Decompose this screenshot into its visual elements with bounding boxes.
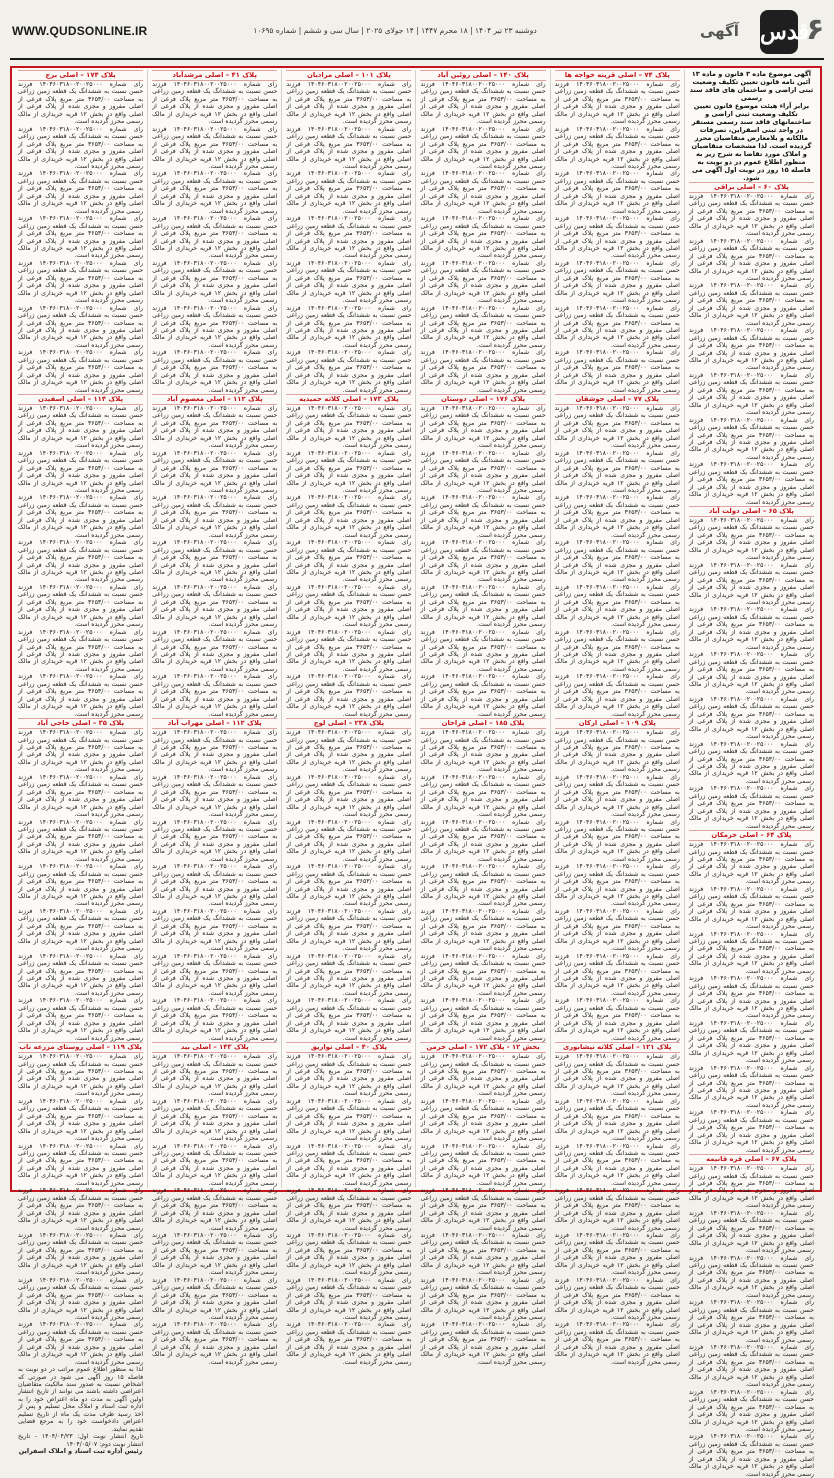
entry-text: رای شماره ۱۴۰۴۶۰۳۱۸۰۰۲۰۰۲۵۰۰۰ فرزند حسن نسبت به ششدانگ یک قطعه زمین زراعی به مساحت ۳۶۵۳/۰۰ متر مربع پلاک فرعی از اصلی مفروز و مجزی شده از پلاک فرعی از اصلی واقع در بخش ۱۲ قریه خریداری از مالک رسمی محرز گردیده است.: [286, 539, 412, 584]
entry-text: رای شماره ۱۴۰۴۶۰۳۱۸۰۰۲۰۰۲۵۰۰۰ فرزند حسن نسبت به ششدانگ یک قطعه زمین زراعی به مساحت ۳۶۵۳/۰۰ متر مربع پلاک فرعی از اصلی مفروز و مجزی شده از پلاک فرعی از اصلی واقع در بخش ۱۲ قریه خریداری از مالک رسمی محرز گردیده است.: [688, 651, 815, 696]
section-heading: پلاک ۲۳۸ – اصلی لوچ: [286, 718, 411, 729]
entry-text: رای شماره ۱۴۰۴۶۰۳۱۸۰۰۲۰۰۲۵۰۰۰ فرزند حسن نسبت به ششدانگ یک قطعه زمین زراعی به مساحت ۳۶۵۳/۰۰ متر مربع پلاک فرعی از اصلی مفروز و مجزی شده از پلاک فرعی از اصلی واقع در بخش ۱۲ قریه خریداری از مالک رسمی محرز گردیده است.: [286, 1187, 412, 1232]
entry-text: رای شماره ۱۴۰۴۶۰۳۱۸۰۰۲۰۰۲۵۰۰۰ فرزند حسن نسبت به ششدانگ یک قطعه زمین زراعی به مساحت ۳۶۵۳/۰۰ متر مربع پلاک فرعی از اصلی مفروز و مجزی شده از پلاک فرعی از اصلی واقع در بخش ۱۲ قریه خریداری از مالک رسمی محرز گردیده است.: [152, 1053, 278, 1098]
section-heading: پلاک ۶۰ – اصلی براقی: [689, 182, 814, 193]
section-heading: پلاک ۴۰ – اصلی تواریق: [286, 1042, 411, 1053]
entry-text: رای شماره ۱۴۰۴۶۰۳۱۸۰۰۲۰۰۲۵۰۰۰ فرزند حسن نسبت به ششدانگ یک قطعه زمین زراعی به مساحت ۳۶۵۳/۰۰ متر مربع پلاک فرعی از اصلی مفروز و مجزی شده از پلاک فرعی از اصلی واقع در بخش ۱۲ قریه خریداری از مالک رسمی محرز گردیده است.: [152, 125, 278, 170]
section-heading: پلاک ۶۷ – اصلی قره قانیمه: [689, 1154, 814, 1165]
section-heading: پلاک ۱۰۹ – اصلی ارکان: [555, 718, 680, 729]
entry-text: رای شماره ۱۴۰۴۶۰۳۱۸۰۰۲۰۰۲۵۰۰۰ فرزند حسن نسبت به ششدانگ یک قطعه زمین زراعی به مساحت ۳۶۵۳/۰۰ متر مربع پلاک فرعی از اصلی مفروز و مجزی شده از پلاک فرعی از اصلی واقع در بخش ۱۲ قریه خریداری از مالک رسمی محرز گردیده است.: [286, 952, 412, 997]
entry-text: رای شماره ۱۴۰۴۶۰۳۱۸۰۰۲۰۰۲۵۰۰۰ فرزند حسن نسبت به ششدانگ یک قطعه زمین زراعی به مساحت ۳۶۵۳/۰۰ متر مربع پلاک فرعی از اصلی مفروز و مجزی شده از پلاک فرعی از اصلی واقع در بخش ۱۲ قریه خریداری از مالک رسمی محرز گردیده است.: [420, 1142, 546, 1187]
entry-text: رای شماره ۱۴۰۴۶۰۳۱۸۰۰۲۰۰۲۵۰۰۰ فرزند حسن نسبت به ششدانگ یک قطعه زمین زراعی به مساحت ۳۶۵۳/۰۰ متر مربع پلاک فرعی از اصلی مفروز و مجزی شده از پلاک فرعی از اصلی واقع در بخش ۱۲ قریه خریداری از مالک رسمی محرز گردیده است.: [554, 729, 680, 774]
entry-text: رای شماره ۱۴۰۴۶۰۳۱۸۰۰۲۰۰۲۵۰۰۰ فرزند حسن نسبت به ششدانگ یک قطعه زمین زراعی به مساحت ۳۶۵۳/۰۰ متر مربع پلاک فرعی از اصلی مفروز و مجزی شده از پلاک فرعی از اصلی واقع در بخش ۱۲ قریه خریداری از مالک رسمی محرز گردیده است.: [286, 170, 412, 215]
entry-text: رای شماره ۱۴۰۴۶۰۳۱۸۰۰۲۰۰۲۵۰۰۰ فرزند حسن نسبت به ششدانگ یک قطعه زمین زراعی به مساحت ۳۶۵۳/۰۰ متر مربع پلاک فرعی از اصلی مفروز و مجزی شده از پلاک فرعی از اصلی واقع در بخش ۱۲ قریه خریداری از مالک رسمی محرز گردیده است.: [420, 729, 546, 774]
entry-text: رای شماره ۱۴۰۴۶۰۳۱۸۰۰۲۰۰۲۵۰۰۰ فرزند حسن نسبت به ششدانگ یک قطعه زمین زراعی به مساحت ۳۶۵۳/۰۰ متر مربع پلاک فرعی از اصلی مفروز و مجزی شده از پلاک فرعی از اصلی واقع در بخش ۱۲ قریه خریداری از مالک رسمی محرز گردیده است.: [152, 1097, 278, 1143]
entry-text: رای شماره ۱۴۰۴۶۰۳۱۸۰۰۲۰۰۲۵۰۰۰ فرزند حسن نسبت به ششدانگ یک قطعه زمین زراعی به مساحت ۳۶۵۳/۰۰ متر مربع پلاک فرعی از اصلی مفروز و مجزی شده از پلاک فرعی از اصلی واقع در بخش ۱۲ قریه خریداری از مالک رسمی محرز گردیده است.: [286, 405, 412, 450]
entry-text: رای شماره ۱۴۰۴۶۰۳۱۸۰۰۲۰۰۲۵۰۰۰ فرزند حسن نسبت به ششدانگ یک قطعه زمین زراعی به مساحت ۳۶۵۳/۰۰ متر مربع پلاک فرعی از اصلی مفروز و مجزی شده از پلاک فرعی از اصلی واقع در بخش ۱۲ قریه خریداری از مالک رسمی محرز گردیده است.: [420, 952, 546, 997]
entry-text: رای شماره ۱۴۰۴۶۰۳۱۸۰۰۲۰۰۲۵۰۰۰ فرزند حسن نسبت به ششدانگ یک قطعه زمین زراعی به مساحت ۳۶۵۳/۰۰ متر مربع پلاک فرعی از اصلی مفروز و مجزی شده از پلاک فرعی از اصلی واقع در بخش ۱۲ قریه خریداری از مالک رسمی محرز گردیده است.: [554, 773, 680, 819]
entry-text: رای شماره ۱۴۰۴۶۰۳۱۸۰۰۲۰۰۲۵۰۰۰ فرزند حسن نسبت به ششدانگ یک قطعه زمین زراعی به مساحت ۳۶۵۳/۰۰ متر مربع پلاک فرعی از اصلی مفروز و مجزی شده از پلاک فرعی از اصلی واقع در بخش ۱۲ قریه خریداری از مالک رسمی محرز گردیده است.: [286, 818, 412, 863]
column-6: [14, 70, 147, 1456]
section-heading: پلاک ۱۱۹ – اصلی روستای مزرعه ناب: [19, 1043, 142, 1052]
entry-text: رای شماره ۱۴۰۴۶۰۳۱۸۰۰۲۰۰۲۵۰۰۰ فرزند حسن نسبت به ششدانگ یک قطعه زمین زراعی به مساحت ۳۶۵۳/۰۰ متر مربع پلاک فرعی از اصلی مفروز و مجزی شده از پلاک فرعی از اصلی واقع در بخش ۱۲ قریه خریداری از مالک رسمی محرز گردیده است.: [286, 449, 412, 495]
entry-text: رای شماره ۱۴۰۴۶۰۳۱۸۰۰۲۰۰۲۵۰۰۰ فرزند حسن نسبت به ششدانگ یک قطعه زمین زراعی به مساحت ۳۶۵۳/۰۰ متر مربع پلاک فرعی از اصلی مفروز و مجزی شده از پلاک فرعی از اصلی واقع در بخش ۱۲ قریه خریداری از مالک رسمی محرز گردیده است.: [420, 673, 546, 718]
entry-text: رای شماره ۱۴۰۴۶۰۳۱۸۰۰۲۰۰۲۵۰۰۰ فرزند حسن نسبت به ششدانگ یک قطعه زمین زراعی به مساحت ۳۶۵۳/۰۰ متر مربع پلاک فرعی از اصلی مفروز و مجزی شده از پلاک فرعی از اصلی واقع در بخش ۱۲ قریه خریداری از مالک رسمی محرز گردیده است.: [688, 416, 815, 461]
entry-text: رای شماره ۱۴۰۴۶۰۳۱۸۰۰۲۰۰۲۵۰۰۰ فرزند حسن نسبت به ششدانگ یک قطعه زمین زراعی به مساحت ۳۶۵۳/۰۰ متر مربع پلاک فرعی از اصلی مفروز و مجزی شده از پلاک فرعی از اصلی واقع در بخش ۱۲ قریه خریداری از مالک رسمی محرز گردیده است.: [554, 349, 680, 394]
entry-text: رای شماره ۱۴۰۴۶۰۳۱۸۰۰۲۰۰۲۵۰۰۰ فرزند حسن نسبت به ششدانگ یک قطعه زمین زراعی به مساحت ۳۶۵۳/۰۰ متر مربع پلاک فرعی از اصلی مفروز و مجزی شده از پلاک فرعی از اصلی واقع در بخش ۱۲ قریه خریداری از مالک رسمی محرز گردیده است.: [420, 1097, 546, 1143]
entry-text: رای شماره ۱۴۰۴۶۰۳۱۸۰۰۲۰۰۲۵۰۰۰ فرزند حسن نسبت به ششدانگ یک قطعه زمین زراعی به مساحت ۳۶۵۳/۰۰ متر مربع پلاک فرعی از اصلی مفروز و مجزی شده از پلاک فرعی از اصلی واقع در بخش ۱۲ قریه خریداری از مالک رسمی محرز گردیده است.: [420, 259, 546, 305]
entry-text: رای شماره ۱۴۰۴۶۰۳۱۸۰۰۲۰۰۲۵۰۰۰ فرزند حسن نسبت به ششدانگ یک قطعه زمین زراعی به مساحت ۳۶۵۳/۰۰ متر مربع پلاک فرعی از اصلی مفروز و مجزی شده از پلاک فرعی از اصلی واقع در بخش ۱۲ قریه خریداری از مالک رسمی محرز گردیده است.: [688, 1109, 815, 1154]
entry-text: رای شماره ۱۴۰۴۶۰۳۱۸۰۰۲۰۰۲۵۰۰۰ فرزند حسن نسبت به ششدانگ یک قطعه زمین زراعی به مساحت ۳۶۵۳/۰۰ متر مربع پلاک فرعی از اصلی مفروز و مجزی شده از پلاک فرعی از اصلی واقع در بخش ۱۲ قریه خریداری از مالک رسمی محرز گردیده است.: [420, 349, 546, 394]
entry-text: رای شماره ۱۴۰۴۶۰۳۱۸۰۰۲۰۰۲۵۰۰۰ فرزند حسن نسبت به ششدانگ یک قطعه زمین زراعی به مساحت ۳۶۵۳/۰۰ متر مربع پلاک فرعی از اصلی مفروز و مجزی شده از پلاک فرعی از اصلی واقع در بخش ۱۲ قریه خریداری از مالک رسمی محرز گردیده است.: [286, 628, 412, 673]
entry-text: رای شماره ۱۴۰۴۶۰۳۱۸۰۰۲۰۰۲۵۰۰۰ فرزند حسن نسبت به ششدانگ یک قطعه زمین زراعی به مساحت ۳۶۵۳/۰۰ متر مربع پلاک فرعی از اصلی مفروز و مجزی شده از پلاک فرعی از اصلی واقع در بخش ۱۲ قریه خریداری از مالک رسمی محرز گردیده است.: [688, 975, 815, 1020]
issue-date-line: دوشنبه ۲۳ تیر ۱۴۰۴ | ۱۸ محرم ۱۴۴۷ | ۱۴ جولای ۲۰۲۵ | سال سی و ششم | شماره ۱۰۶۹۵: [253, 26, 537, 35]
entry-text: رای شماره ۱۴۰۴۶۰۳۱۸۰۰۲۰۰۲۵۰۰۰ فرزند حسن نسبت به ششدانگ یک قطعه زمین زراعی به مساحت ۳۶۵۳/۰۰ متر مربع پلاک فرعی از اصلی مفروز و مجزی شده از پلاک فرعی از اصلی واقع در بخش ۱۲ قریه خریداری از مالک رسمی محرز گردیده است.: [286, 997, 412, 1042]
entry-text: رای شماره ۱۴۰۴۶۰۳۱۸۰۰۲۰۰۲۵۰۰۰ فرزند حسن نسبت به ششدانگ یک قطعه زمین زراعی به مساحت ۳۶۵۳/۰۰ متر مربع پلاک فرعی از اصلی مفروز و مجزی شده از پلاک فرعی از اصلی واقع در بخش ۱۲ قریه خریداری از مالک رسمی محرز گردیده است.: [688, 930, 815, 975]
entry-text: رای شماره ۱۴۰۴۶۰۳۱۸۰۰۲۰۰۲۵۰۰۰ فرزند حسن نسبت به ششدانگ یک قطعه زمین زراعی به مساحت ۳۶۵۳/۰۰ متر مربع پلاک فرعی از اصلی مفروز و مجزی شده از پلاک فرعی از اصلی واقع در بخش ۱۲ قریه خریداری از مالک رسمی محرز گردیده است.: [420, 539, 546, 584]
entry-text: رای شماره ۱۴۰۴۶۰۳۱۸۰۰۲۰۰۲۵۰۰۰ فرزند حسن نسبت به ششدانگ یک قطعه زمین زراعی به مساحت ۳۶۵۳/۰۰ متر مربع پلاک فرعی از اصلی مفروز و مجزی شده از پلاک فرعی از اصلی واقع در بخش ۱۲ قریه خریداری از مالک رسمی محرز گردیده است.: [688, 841, 815, 886]
section-label: آگهی: [700, 22, 739, 40]
entry-text: رای شماره ۱۴۰۴۶۰۳۱۸۰۰۲۰۰۲۵۰۰۰ فرزند حسن نسبت به ششدانگ یک قطعه زمین زراعی به مساحت ۳۶۵۳/۰۰ متر مربع پلاک فرعی از اصلی مفروز و مجزی شده از پلاک فرعی از اصلی واقع در بخش ۱۲ قریه خریداری از مالک رسمی محرز گردیده است.: [688, 1299, 815, 1344]
entry-text: رای شماره ۱۴۰۴۶۰۳۱۸۰۰۲۰۰۲۵۰۰۰ فرزند حسن نسبت به ششدانگ یک قطعه زمین زراعی به مساحت ۳۶۵۳/۰۰ متر مربع پلاک فرعی از اصلی مفروز و مجزی شده از پلاک فرعی از اصلی واقع در بخش ۱۲ قریه خریداری از مالک رسمی محرز گردیده است.: [17, 997, 144, 1042]
entry-text: رای شماره ۱۴۰۴۶۰۳۱۸۰۰۲۰۰۲۵۰۰۰ فرزند حسن نسبت به ششدانگ یک قطعه زمین زراعی به مساحت ۳۶۵۳/۰۰ متر مربع پلاک فرعی از اصلی مفروز و مجزی شده از پلاک فرعی از اصلی واقع در بخش ۱۲ قریه خریداری از مالک رسمی محرز گردیده است.: [688, 1254, 815, 1299]
entry-text: رای شماره ۱۴۰۴۶۰۳۱۸۰۰۲۰۰۲۵۰۰۰ فرزند حسن نسبت به ششدانگ یک قطعه زمین زراعی به مساحت ۳۶۵۳/۰۰ متر مربع پلاک فرعی از اصلی مفروز و مجزی شده از پلاک فرعی از اصلی واقع در بخش ۱۲ قریه خریداری از مالک رسمی محرز گردیده است.: [420, 1187, 546, 1232]
entry-text: رای شماره ۱۴۰۴۶۰۳۱۸۰۰۲۰۰۲۵۰۰۰ فرزند حسن نسبت به ششدانگ یک قطعه زمین زراعی به مساحت ۳۶۵۳/۰۰ متر مربع پلاک فرعی از اصلی مفروز و مجزی شده از پلاک فرعی از اصلی واقع در بخش ۱۲ قریه خریداری از مالک رسمی محرز گردیده است.: [688, 327, 815, 372]
section-heading: پلاک ۶۴ – اصلی خرمکان: [689, 830, 814, 841]
entry-text: رای شماره ۱۴۰۴۶۰۳۱۸۰۰۲۰۰۲۵۰۰۰ فرزند حسن نسبت به ششدانگ یک قطعه زمین زراعی به مساحت ۳۶۵۳/۰۰ متر مربع پلاک فرعی از اصلی مفروز و مجزی شده از پلاک فرعی از اصلی واقع در بخش ۱۲ قریه خریداری از مالک رسمی محرز گردیده است.: [688, 371, 815, 417]
entry-text: رای شماره ۱۴۰۴۶۰۳۱۸۰۰۲۰۰۲۵۰۰۰ فرزند حسن نسبت به ششدانگ یک قطعه زمین زراعی به مساحت ۳۶۵۳/۰۰ متر مربع پلاک فرعی از اصلی مفروز و مجزی شده از پلاک فرعی از اصلی واقع در بخش ۱۲ قریه خریداری از مالک رسمی محرز گردیده است.: [420, 1321, 546, 1366]
entry-text: رای شماره ۱۴۰۴۶۰۳۱۸۰۰۲۰۰۲۵۰۰۰ فرزند حسن نسبت به ششدانگ یک قطعه زمین زراعی به مساحت ۳۶۵۳/۰۰ متر مربع پلاک فرعی از اصلی مفروز و مجزی شده از پلاک فرعی از اصلی واقع در بخش ۱۲ قریه خریداری از مالک رسمی محرز گردیده است.: [554, 952, 680, 997]
entry-text: رای شماره ۱۴۰۴۶۰۳۱۸۰۰۲۰۰۲۵۰۰۰ فرزند حسن نسبت به ششدانگ یک قطعه زمین زراعی به مساحت ۳۶۵۳/۰۰ متر مربع پلاک فرعی از اصلی مفروز و مجزی شده از پلاک فرعی از اصلی واقع در بخش ۱۲ قریه خریداری از مالک رسمی محرز گردیده است.: [17, 729, 144, 774]
entry-text: رای شماره ۱۴۰۴۶۰۳۱۸۰۰۲۰۰۲۵۰۰۰ فرزند حسن نسبت به ششدانگ یک قطعه زمین زراعی به مساحت ۳۶۵۳/۰۰ متر مربع پلاک فرعی از اصلی مفروز و مجزی شده از پلاک فرعی از اصلی واقع در بخش ۱۲ قریه خریداری از مالک رسمی محرز گردیده است.: [554, 405, 680, 450]
column-body: [286, 70, 411, 1366]
entry-text: رای شماره ۱۴۰۴۶۰۳۱۸۰۰۲۰۰۲۵۰۰۰ فرزند حسن نسبت به ششدانگ یک قطعه زمین زراعی به مساحت ۳۶۵۳/۰۰ متر مربع پلاک فرعی از اصلی مفروز و مجزی شده از پلاک فرعی از اصلی واقع در بخش ۱۲ قریه خریداری از مالک رسمی محرز گردیده است.: [420, 304, 546, 349]
section-heading: بخش ۱۲ - پلاک ۱۷۲ – اصلی خرمن: [420, 1042, 545, 1053]
section-heading: پلاک ۱۸۵ – اصلی قراخان: [420, 718, 545, 729]
entry-text: رای شماره ۱۴۰۴۶۰۳۱۸۰۰۲۰۰۲۵۰۰۰ فرزند حسن نسبت به ششدانگ یک قطعه زمین زراعی به مساحت ۳۶۵۳/۰۰ متر مربع پلاک فرعی از اصلی مفروز و مجزی شده از پلاک فرعی از اصلی واقع در بخش ۱۲ قریه خریداری از مالک رسمی محرز گردیده است.: [286, 494, 412, 539]
column-2: [550, 70, 684, 1366]
entry-text: رای شماره ۱۴۰۴۶۰۳۱۸۰۰۲۰۰۲۵۰۰۰ فرزند حسن نسبت به ششدانگ یک قطعه زمین زراعی به مساحت ۳۶۵۳/۰۰ متر مربع پلاک فرعی از اصلی مفروز و مجزی شده از پلاک فرعی از اصلی واقع در بخش ۱۲ قریه خریداری از مالک رسمی محرز گردیده است.: [420, 773, 546, 819]
entry-text: رای شماره ۱۴۰۴۶۰۳۱۸۰۰۲۰۰۲۵۰۰۰ فرزند حسن نسبت به ششدانگ یک قطعه زمین زراعی به مساحت ۳۶۵۳/۰۰ متر مربع پلاک فرعی از اصلی مفروز و مجزی شده از پلاک فرعی از اصلی واقع در بخش ۱۲ قریه خریداری از مالک رسمی محرز گردیده است.: [152, 215, 278, 260]
entry-text: رای شماره ۱۴۰۴۶۰۳۱۸۰۰۲۰۰۲۵۰۰۰ فرزند حسن نسبت به ششدانگ یک قطعه زمین زراعی به مساحت ۳۶۵۳/۰۰ متر مربع پلاک فرعی از اصلی مفروز و مجزی شده از پلاک فرعی از اصلی واقع در بخش ۱۲ قریه خریداری از مالک رسمی محرز گردیده است.: [420, 628, 546, 673]
entry-text: رای شماره ۱۴۰۴۶۰۳۱۸۰۰۲۰۰۲۵۰۰۰ فرزند حسن نسبت به ششدانگ یک قطعه زمین زراعی به مساحت ۳۶۵۳/۰۰ متر مربع پلاک فرعی از اصلی مفروز و مجزی شده از پلاک فرعی از اصلی واقع در بخش ۱۲ قریه خریداری از مالک رسمی محرز گردیده است.: [554, 997, 680, 1042]
entry-text: رای شماره ۱۴۰۴۶۰۳۱۸۰۰۲۰۰۲۵۰۰۰ فرزند حسن نسبت به ششدانگ یک قطعه زمین زراعی به مساحت ۳۶۵۳/۰۰ متر مربع پلاک فرعی از اصلی مفروز و مجزی شده از پلاک فرعی از اصلی واقع در بخش ۱۲ قریه خریداری از مالک رسمی محرز گردیده است.: [554, 1321, 680, 1366]
entry-text: رای شماره ۱۴۰۴۶۰۳۱۸۰۰۲۰۰۲۵۰۰۰ فرزند حسن نسبت به ششدانگ یک قطعه زمین زراعی به مساحت ۳۶۵۳/۰۰ متر مربع پلاک فرعی از اصلی مفروز و مجزی شده از پلاک فرعی از اصلی واقع در بخش ۱۲ قریه خریداری از مالک رسمی محرز گردیده است.: [554, 1276, 680, 1321]
entry-text: رای شماره ۱۴۰۴۶۰۳۱۸۰۰۲۰۰۲۵۰۰۰ فرزند حسن نسبت به ششدانگ یک قطعه زمین زراعی به مساحت ۳۶۵۳/۰۰ متر مربع پلاک فرعی از اصلی مفروز و مجزی شده از پلاک فرعی از اصلی واقع در بخش ۱۲ قریه خریداری از مالک رسمی محرز گردیده است.: [17, 1321, 144, 1366]
entry-text: رای شماره ۱۴۰۴۶۰۳۱۸۰۰۲۰۰۲۵۰۰۰ فرزند حسن نسبت به ششدانگ یک قطعه زمین زراعی به مساحت ۳۶۵۳/۰۰ متر مربع پلاک فرعی از اصلی مفروز و مجزی شده از پلاک فرعی از اصلی واقع در بخش ۱۲ قریه خریداری از مالک رسمی محرز گردیده است.: [688, 1019, 815, 1065]
entry-text: رای شماره ۱۴۰۴۶۰۳۱۸۰۰۲۰۰۲۵۰۰۰ فرزند حسن نسبت به ششدانگ یک قطعه زمین زراعی به مساحت ۳۶۵۳/۰۰ متر مربع پلاک فرعی از اصلی مفروز و مجزی شده از پلاک فرعی از اصلی واقع در بخش ۱۲ قریه خریداری از مالک رسمی محرز گردیده است.: [286, 304, 412, 349]
entry-text: رای شماره ۱۴۰۴۶۰۳۱۸۰۰۲۰۰۲۵۰۰۰ فرزند حسن نسبت به ششدانگ یک قطعه زمین زراعی به مساحت ۳۶۵۳/۰۰ متر مربع پلاک فرعی از اصلی مفروز و مجزی شده از پلاک فرعی از اصلی واقع در بخش ۱۲ قریه خریداری از مالک رسمی محرز گردیده است.: [17, 81, 144, 126]
column-body: [18, 70, 143, 1456]
page-header: [0, 0, 834, 62]
entry-text: رای شماره ۱۴۰۴۶۰۳۱۸۰۰۲۰۰۲۵۰۰۰ فرزند حسن نسبت به ششدانگ یک قطعه زمین زراعی به مساحت ۳۶۵۳/۰۰ متر مربع پلاک فرعی از اصلی مفروز و مجزی شده از پلاک فرعی از اصلی واقع در بخش ۱۲ قریه خریداری از مالک رسمی محرز گردیده است.: [688, 785, 815, 830]
entry-text: رای شماره ۱۴۰۴۶۰۳۱۸۰۰۲۰۰۲۵۰۰۰ فرزند حسن نسبت به ششدانگ یک قطعه زمین زراعی به مساحت ۳۶۵۳/۰۰ متر مربع پلاک فرعی از اصلی مفروز و مجزی شده از پلاک فرعی از اصلی واقع در بخش ۱۲ قریه خریداری از مالک رسمی محرز گردیده است.: [286, 349, 412, 394]
entry-text: رای شماره ۱۴۰۴۶۰۳۱۸۰۰۲۰۰۲۵۰۰۰ فرزند حسن نسبت به ششدانگ یک قطعه زمین زراعی به مساحت ۳۶۵۳/۰۰ متر مربع پلاک فرعی از اصلی مفروز و مجزی شده از پلاک فرعی از اصلی واقع در بخش ۱۲ قریه خریداری از مالک رسمی محرز گردیده است.: [554, 125, 680, 170]
newspaper-logo-icon: قدس: [760, 10, 798, 54]
entry-text: رای شماره ۱۴۰۴۶۰۳۱۸۰۰۲۰۰۲۵۰۰۰ فرزند حسن نسبت به ششدانگ یک قطعه زمین زراعی به مساحت ۳۶۵۳/۰۰ متر مربع پلاک فرعی از اصلی مفروز و مجزی شده از پلاک فرعی از اصلی واقع در بخش ۱۲ قریه خریداری از مالک رسمی محرز گردیده است.: [554, 628, 680, 673]
notice-dates: تاریخ انتشار نوبت اول: ۱۴۰۴/۰۴/۲۳ - تاریخ انتشار نوبت دوم: ۱۴۰۴/۰۵/۰۷: [17, 1433, 144, 1448]
entry-text: رای شماره ۱۴۰۴۶۰۳۱۸۰۰۲۰۰۲۵۰۰۰ فرزند حسن نسبت به ششدانگ یک قطعه زمین زراعی به مساحت ۳۶۵۳/۰۰ متر مربع پلاک فرعی از اصلی مفروز و مجزی شده از پلاک فرعی از اصلی واقع در بخش ۱۲ قریه خریداری از مالک رسمی محرز گردیده است.: [152, 729, 278, 774]
entry-text: رای شماره ۱۴۰۴۶۰۳۱۸۰۰۲۰۰۲۵۰۰۰ فرزند حسن نسبت به ششدانگ یک قطعه زمین زراعی به مساحت ۳۶۵۳/۰۰ متر مربع پلاک فرعی از اصلی مفروز و مجزی شده از پلاک فرعی از اصلی واقع در بخش ۱۲ قریه خریداری از مالک رسمی محرز گردیده است.: [554, 170, 680, 215]
entry-text: رای شماره ۱۴۰۴۶۰۳۱۸۰۰۲۰۰۲۵۰۰۰ فرزند حسن نسبت به ششدانگ یک قطعه زمین زراعی به مساحت ۳۶۵۳/۰۰ متر مربع پلاک فرعی از اصلی مفروز و مجزی شده از پلاک فرعی از اصلی واقع در بخش ۱۲ قریه خریداری از مالک رسمی محرز گردیده است.: [152, 1321, 278, 1366]
entry-text: رای شماره ۱۴۰۴۶۰۳۱۸۰۰۲۰۰۲۵۰۰۰ فرزند حسن نسبت به ششدانگ یک قطعه زمین زراعی به مساحت ۳۶۵۳/۰۰ متر مربع پلاک فرعی از اصلی مفروز و مجزی شده از پلاک فرعی از اصلی واقع در بخش ۱۲ قریه خریداری از مالک رسمی محرز گردیده است.: [420, 1231, 546, 1277]
notice-columns: [14, 70, 818, 1478]
entry-text: رای شماره ۱۴۰۴۶۰۳۱۸۰۰۲۰۰۲۵۰۰۰ فرزند حسن نسبت به ششدانگ یک قطعه زمین زراعی به مساحت ۳۶۵۳/۰۰ متر مربع پلاک فرعی از اصلی مفروز و مجزی شده از پلاک فرعی از اصلی واقع در بخش ۱۲ قریه خریداری از مالک رسمی محرز گردیده است.: [152, 818, 278, 863]
entry-text: رای شماره ۱۴۰۴۶۰۳۱۸۰۰۲۰۰۲۵۰۰۰ فرزند حسن نسبت به ششدانگ یک قطعه زمین زراعی به مساحت ۳۶۵۳/۰۰ متر مربع پلاک فرعی از اصلی مفروز و مجزی شده از پلاک فرعی از اصلی واقع در بخش ۱۲ قریه خریداری از مالک رسمی محرز گردیده است.: [17, 449, 144, 495]
entry-text: رای شماره ۱۴۰۴۶۰۳۱۸۰۰۲۰۰۲۵۰۰۰ فرزند حسن نسبت به ششدانگ یک قطعه زمین زراعی به مساحت ۳۶۵۳/۰۰ متر مربع پلاک فرعی از اصلی مفروز و مجزی شده از پلاک فرعی از اصلی واقع در بخش ۱۲ قریه خریداری از مالک رسمی محرز گردیده است.: [17, 494, 144, 539]
entry-text: رای شماره ۱۴۰۴۶۰۳۱۸۰۰۲۰۰۲۵۰۰۰ فرزند حسن نسبت به ششدانگ یک قطعه زمین زراعی به مساحت ۳۶۵۳/۰۰ متر مربع پلاک فرعی از اصلی مفروز و مجزی شده از پلاک فرعی از اصلی واقع در بخش ۱۲ قریه خریداری از مالک رسمی محرز گردیده است.: [152, 628, 278, 673]
entry-text: رای شماره ۱۴۰۴۶۰۳۱۸۰۰۲۰۰۲۵۰۰۰ فرزند حسن نسبت به ششدانگ یک قطعه زمین زراعی به مساحت ۳۶۵۳/۰۰ متر مربع پلاک فرعی از اصلی مفروز و مجزی شده از پلاک فرعی از اصلی واقع در بخش ۱۲ قریه خریداری از مالک رسمی محرز گردیده است.: [554, 539, 680, 584]
entry-text: رای شماره ۱۴۰۴۶۰۳۱۸۰۰۲۰۰۲۵۰۰۰ فرزند حسن نسبت به ششدانگ یک قطعه زمین زراعی به مساحت ۳۶۵۳/۰۰ متر مربع پلاک فرعی از اصلی مفروز و مجزی شده از پلاک فرعی از اصلی واقع در بخش ۱۲ قریه خریداری از مالک رسمی محرز گردیده است.: [286, 1321, 412, 1366]
entry-text: رای شماره ۱۴۰۴۶۰۳۱۸۰۰۲۰۰۲۵۰۰۰ فرزند حسن نسبت به ششدانگ یک قطعه زمین زراعی به مساحت ۳۶۵۳/۰۰ متر مربع پلاک فرعی از اصلی مفروز و مجزی شده از پلاک فرعی از اصلی واقع در بخش ۱۲ قریه خریداری از مالک رسمی محرز گردیده است.: [688, 1433, 815, 1478]
entry-text: رای شماره ۱۴۰۴۶۰۳۱۸۰۰۲۰۰۲۵۰۰۰ فرزند حسن نسبت به ششدانگ یک قطعه زمین زراعی به مساحت ۳۶۵۳/۰۰ متر مربع پلاک فرعی از اصلی مفروز و مجزی شده از پلاک فرعی از اصلی واقع در بخش ۱۲ قریه خریداری از مالک رسمی محرز گردیده است.: [688, 740, 815, 785]
column-1: [684, 70, 818, 1478]
entry-text: رای شماره ۱۴۰۴۶۰۳۱۸۰۰۲۰۰۲۵۰۰۰ فرزند حسن نسبت به ششدانگ یک قطعه زمین زراعی به مساحت ۳۶۵۳/۰۰ متر مربع پلاک فرعی از اصلی مفروز و مجزی شده از پلاک فرعی از اصلی واقع در بخش ۱۲ قریه خریداری از مالک رسمی محرز گردیده است.: [420, 449, 546, 495]
entry-text: رای شماره ۱۴۰۴۶۰۳۱۸۰۰۲۰۰۲۵۰۰۰ فرزند حسن نسبت به ششدانگ یک قطعه زمین زراعی به مساحت ۳۶۵۳/۰۰ متر مربع پلاک فرعی از اصلی مفروز و مجزی شده از پلاک فرعی از اصلی واقع در بخش ۱۲ قریه خریداری از مالک رسمی محرز گردیده است.: [286, 863, 412, 908]
entry-text: رای شماره ۱۴۰۴۶۰۳۱۸۰۰۲۰۰۲۵۰۰۰ فرزند حسن نسبت به ششدانگ یک قطعه زمین زراعی به مساحت ۳۶۵۳/۰۰ متر مربع پلاک فرعی از اصلی مفروز و مجزی شده از پلاک فرعی از اصلی واقع در بخش ۱۲ قریه خریداری از مالک رسمی محرز گردیده است.: [17, 539, 144, 584]
entry-text: رای شماره ۱۴۰۴۶۰۳۱۸۰۰۲۰۰۲۵۰۰۰ فرزند حسن نسبت به ششدانگ یک قطعه زمین زراعی به مساحت ۳۶۵۳/۰۰ متر مربع پلاک فرعی از اصلی مفروز و مجزی شده از پلاک فرعی از اصلی واقع در بخش ۱۲ قریه خریداری از مالک رسمی محرز گردیده است.: [152, 997, 278, 1042]
entry-text: رای شماره ۱۴۰۴۶۰۳۱۸۰۰۲۰۰۲۵۰۰۰ فرزند حسن نسبت به ششدانگ یک قطعه زمین زراعی به مساحت ۳۶۵۳/۰۰ متر مربع پلاک فرعی از اصلی مفروز و مجزی شده از پلاک فرعی از اصلی واقع در بخش ۱۲ قریه خریداری از مالک رسمی محرز گردیده است.: [688, 561, 815, 607]
entry-text: رای شماره ۱۴۰۴۶۰۳۱۸۰۰۲۰۰۲۵۰۰۰ فرزند حسن نسبت به ششدانگ یک قطعه زمین زراعی به مساحت ۳۶۵۳/۰۰ متر مربع پلاک فرعی از اصلی مفروز و مجزی شده از پلاک فرعی از اصلی واقع در بخش ۱۲ قریه خریداری از مالک رسمی محرز گردیده است.: [286, 125, 412, 170]
entry-text: رای شماره ۱۴۰۴۶۰۳۱۸۰۰۲۰۰۲۵۰۰۰ فرزند حسن نسبت به ششدانگ یک قطعه زمین زراعی به مساحت ۳۶۵۳/۰۰ متر مربع پلاک فرعی از اصلی مفروز و مجزی شده از پلاک فرعی از اصلی واقع در بخش ۱۲ قریه خریداری از مالک رسمی محرز گردیده است.: [152, 405, 278, 450]
section-heading: پلاک ۶۵ – اصلی دولت آباد: [689, 506, 814, 517]
entry-text: رای شماره ۱۴۰۴۶۰۳۱۸۰۰۲۰۰۲۵۰۰۰ فرزند حسن نسبت به ششدانگ یک قطعه زمین زراعی به مساحت ۳۶۵۳/۰۰ متر مربع پلاک فرعی از اصلی مفروز و مجزی شده از پلاک فرعی از اصلی واقع در بخش ۱۲ قریه خریداری از مالک رسمی محرز گردیده است.: [554, 81, 680, 126]
header-rule: [10, 58, 824, 60]
entry-text: رای شماره ۱۴۰۴۶۰۳۱۸۰۰۲۰۰۲۵۰۰۰ فرزند حسن نسبت به ششدانگ یک قطعه زمین زراعی به مساحت ۳۶۵۳/۰۰ متر مربع پلاک فرعی از اصلی مفروز و مجزی شده از پلاک فرعی از اصلی واقع در بخش ۱۲ قریه خریداری از مالک رسمی محرز گردیده است.: [17, 818, 144, 863]
entry-text: رای شماره ۱۴۰۴۶۰۳۱۸۰۰۲۰۰۲۵۰۰۰ فرزند حسن نسبت به ششدانگ یک قطعه زمین زراعی به مساحت ۳۶۵۳/۰۰ متر مربع پلاک فرعی از اصلی مفروز و مجزی شده از پلاک فرعی از اصلی واقع در بخش ۱۲ قریه خریداری از مالک رسمی محرز گردیده است.: [152, 81, 278, 126]
column-body: [555, 70, 680, 1366]
notice-title: آگهی موضوع ماده ۳ قانون و ماده ۱۳ آئین نامه قانون تعیین تکلیف وضعیت ثبتی اراضی و ساختمان های فاقد سند رسمی: [689, 70, 814, 102]
entry-text: رای شماره ۱۴۰۴۶۰۳۱۸۰۰۲۰۰۲۵۰۰۰ فرزند حسن نسبت به ششدانگ یک قطعه زمین زراعی به مساحت ۳۶۵۳/۰۰ متر مربع پلاک فرعی از اصلی مفروز و مجزی شده از پلاک فرعی از اصلی واقع در بخش ۱۲ قریه خریداری از مالک رسمی محرز گردیده است.: [17, 125, 144, 170]
entry-text: رای شماره ۱۴۰۴۶۰۳۱۸۰۰۲۰۰۲۵۰۰۰ فرزند حسن نسبت به ششدانگ یک قطعه زمین زراعی به مساحت ۳۶۵۳/۰۰ متر مربع پلاک فرعی از اصلی مفروز و مجزی شده از پلاک فرعی از اصلی واقع در بخش ۱۲ قریه خریداری از مالک رسمی محرز گردیده است.: [17, 405, 144, 450]
entry-text: رای شماره ۱۴۰۴۶۰۳۱۸۰۰۲۰۰۲۵۰۰۰ فرزند حسن نسبت به ششدانگ یک قطعه زمین زراعی به مساحت ۳۶۵۳/۰۰ متر مربع پلاک فرعی از اصلی مفروز و مجزی شده از پلاک فرعی از اصلی واقع در بخش ۱۲ قریه خریداری از مالک رسمی محرز گردیده است.: [286, 1231, 412, 1277]
entry-text: رای شماره ۱۴۰۴۶۰۳۱۸۰۰۲۰۰۲۵۰۰۰ فرزند حسن نسبت به ششدانگ یک قطعه زمین زراعی به مساحت ۳۶۵۳/۰۰ متر مربع پلاک فرعی از اصلی مفروز و مجزی شده از پلاک فرعی از اصلی واقع در بخش ۱۲ قریه خریداری از مالک رسمی محرز گردیده است.: [420, 494, 546, 539]
entry-text: رای شماره ۱۴۰۴۶۰۳۱۸۰۰۲۰۰۲۵۰۰۰ فرزند حسن نسبت به ششدانگ یک قطعه زمین زراعی به مساحت ۳۶۵۳/۰۰ متر مربع پلاک فرعی از اصلی مفروز و مجزی شده از پلاک فرعی از اصلی واقع در بخش ۱۲ قریه خریداری از مالک رسمی محرز گردیده است.: [17, 1053, 144, 1098]
column-5: [147, 70, 281, 1366]
section-heading: پلاک ۱۱۲ – اصلی مهراب آباد: [152, 718, 277, 729]
entry-text: رای شماره ۱۴۰۴۶۰۳۱۸۰۰۲۰۰۲۵۰۰۰ فرزند حسن نسبت به ششدانگ یک قطعه زمین زراعی به مساحت ۳۶۵۳/۰۰ متر مربع پلاک فرعی از اصلی مفروز و مجزی شده از پلاک فرعی از اصلی واقع در بخش ۱۲ قریه خریداری از مالک رسمی محرز گردیده است.: [420, 405, 546, 450]
entry-text: رای شماره ۱۴۰۴۶۰۳۱۸۰۰۲۰۰۲۵۰۰۰ فرزند حسن نسبت به ششدانگ یک قطعه زمین زراعی به مساحت ۳۶۵۳/۰۰ متر مربع پلاک فرعی از اصلی مفروز و مجزی شده از پلاک فرعی از اصلی واقع در بخش ۱۲ قریه خریداری از مالک رسمی محرز گردیده است.: [420, 81, 546, 126]
section-heading: پلاک ۳۵ – اصلی حاجی آباد: [18, 718, 143, 729]
entry-text: رای شماره ۱۴۰۴۶۰۳۱۸۰۰۲۰۰۲۵۰۰۰ فرزند حسن نسبت به ششدانگ یک قطعه زمین زراعی به مساحت ۳۶۵۳/۰۰ متر مربع پلاک فرعی از اصلی مفروز و مجزی شده از پلاک فرعی از اصلی واقع در بخش ۱۲ قریه خریداری از مالک رسمی محرز گردیده است.: [554, 494, 680, 539]
entry-text: رای شماره ۱۴۰۴۶۰۳۱۸۰۰۲۰۰۲۵۰۰۰ فرزند حسن نسبت به ششدانگ یک قطعه زمین زراعی به مساحت ۳۶۵۳/۰۰ متر مربع پلاک فرعی از اصلی مفروز و مجزی شده از پلاک فرعی از اصلی واقع در بخش ۱۲ قریه خریداری از مالک رسمی محرز گردیده است.: [152, 1142, 278, 1187]
entry-text: رای شماره ۱۴۰۴۶۰۳۱۸۰۰۲۰۰۲۵۰۰۰ فرزند حسن نسبت به ششدانگ یک قطعه زمین زراعی به مساحت ۳۶۵۳/۰۰ متر مربع پلاک فرعی از اصلی مفروز و مجزی شده از پلاک فرعی از اصلی واقع در بخش ۱۲ قریه خریداری از مالک رسمی محرز گردیده است.: [688, 237, 815, 282]
entry-text: رای شماره ۱۴۰۴۶۰۳۱۸۰۰۲۰۰۲۵۰۰۰ فرزند حسن نسبت به ششدانگ یک قطعه زمین زراعی به مساحت ۳۶۵۳/۰۰ متر مربع پلاک فرعی از اصلی مفروز و مجزی شده از پلاک فرعی از اصلی واقع در بخش ۱۲ قریه خریداری از مالک رسمی محرز گردیده است.: [17, 1187, 144, 1232]
column-3: [415, 70, 549, 1366]
entry-text: رای شماره ۱۴۰۴۶۰۳۱۸۰۰۲۰۰۲۵۰۰۰ فرزند حسن نسبت به ششدانگ یک قطعه زمین زراعی به مساحت ۳۶۵۳/۰۰ متر مربع پلاک فرعی از اصلی مفروز و مجزی شده از پلاک فرعی از اصلی واقع در بخش ۱۲ قریه خریداری از مالک رسمی محرز گردیده است.: [554, 907, 680, 953]
entry-text: رای شماره ۱۴۰۴۶۰۳۱۸۰۰۲۰۰۲۵۰۰۰ فرزند حسن نسبت به ششدانگ یک قطعه زمین زراعی به مساحت ۳۶۵۳/۰۰ متر مربع پلاک فرعی از اصلی مفروز و مجزی شده از پلاک فرعی از اصلی واقع در بخش ۱۲ قریه خریداری از مالک رسمی محرز گردیده است.: [17, 1142, 144, 1187]
entry-text: رای شماره ۱۴۰۴۶۰۳۱۸۰۰۲۰۰۲۵۰۰۰ فرزند حسن نسبت به ششدانگ یک قطعه زمین زراعی به مساحت ۳۶۵۳/۰۰ متر مربع پلاک فرعی از اصلی مفروز و مجزی شده از پلاک فرعی از اصلی واقع در بخش ۱۲ قریه خریداری از مالک رسمی محرز گردیده است.: [17, 628, 144, 673]
entry-text: رای شماره ۱۴۰۴۶۰۳۱۸۰۰۲۰۰۲۵۰۰۰ فرزند حسن نسبت به ششدانگ یک قطعه زمین زراعی به مساحت ۳۶۵۳/۰۰ متر مربع پلاک فرعی از اصلی مفروز و مجزی شده از پلاک فرعی از اصلی واقع در بخش ۱۲ قریه خریداری از مالک رسمی محرز گردیده است.: [17, 215, 144, 260]
entry-text: رای شماره ۱۴۰۴۶۰۳۱۸۰۰۲۰۰۲۵۰۰۰ فرزند حسن نسبت به ششدانگ یک قطعه زمین زراعی به مساحت ۳۶۵۳/۰۰ متر مربع پلاک فرعی از اصلی مفروز و مجزی شده از پلاک فرعی از اصلی واقع در بخش ۱۲ قریه خریداری از مالک رسمی محرز گردیده است.: [286, 729, 412, 774]
entry-text: رای شماره ۱۴۰۴۶۰۳۱۸۰۰۲۰۰۲۵۰۰۰ فرزند حسن نسبت به ششدانگ یک قطعه زمین زراعی به مساحت ۳۶۵۳/۰۰ متر مربع پلاک فرعی از اصلی مفروز و مجزی شده از پلاک فرعی از اصلی واقع در بخش ۱۲ قریه خریداری از مالک رسمی محرز گردیده است.: [554, 259, 680, 305]
entry-text: رای شماره ۱۴۰۴۶۰۳۱۸۰۰۲۰۰۲۵۰۰۰ فرزند حسن نسبت به ششدانگ یک قطعه زمین زراعی به مساحت ۳۶۵۳/۰۰ متر مربع پلاک فرعی از اصلی مفروز و مجزی شده از پلاک فرعی از اصلی واقع در بخش ۱۲ قریه خریداری از مالک رسمی محرز گردیده است.: [286, 773, 412, 819]
entry-text: رای شماره ۱۴۰۴۶۰۳۱۸۰۰۲۰۰۲۵۰۰۰ فرزند حسن نسبت به ششدانگ یک قطعه زمین زراعی به مساحت ۳۶۵۳/۰۰ متر مربع پلاک فرعی از اصلی مفروز و مجزی شده از پلاک فرعی از اصلی واقع در بخش ۱۲ قریه خریداری از مالک رسمی محرز گردیده است.: [152, 170, 278, 215]
entry-text: رای شماره ۱۴۰۴۶۰۳۱۸۰۰۲۰۰۲۵۰۰۰ فرزند حسن نسبت به ششدانگ یک قطعه زمین زراعی به مساحت ۳۶۵۳/۰۰ متر مربع پلاک فرعی از اصلی مفروز و مجزی شده از پلاک فرعی از اصلی واقع در بخش ۱۲ قریه خریداری از مالک رسمی محرز گردیده است.: [554, 1187, 680, 1232]
entry-text: رای شماره ۱۴۰۴۶۰۳۱۸۰۰۲۰۰۲۵۰۰۰ فرزند حسن نسبت به ششدانگ یک قطعه زمین زراعی به مساحت ۳۶۵۳/۰۰ متر مربع پلاک فرعی از اصلی مفروز و مجزی شده از پلاک فرعی از اصلی واقع در بخش ۱۲ قریه خریداری از مالک رسمی محرز گردیده است.: [152, 863, 278, 908]
entry-text: رای شماره ۱۴۰۴۶۰۳۱۸۰۰۲۰۰۲۵۰۰۰ فرزند حسن نسبت به ششدانگ یک قطعه زمین زراعی به مساحت ۳۶۵۳/۰۰ متر مربع پلاک فرعی از اصلی مفروز و مجزی شده از پلاک فرعی از اصلی واقع در بخش ۱۲ قریه خریداری از مالک رسمی محرز گردیده است.: [688, 1209, 815, 1255]
entry-text: رای شماره ۱۴۰۴۶۰۳۱۸۰۰۲۰۰۲۵۰۰۰ فرزند حسن نسبت به ششدانگ یک قطعه زمین زراعی به مساحت ۳۶۵۳/۰۰ متر مربع پلاک فرعی از اصلی مفروز و مجزی شده از پلاک فرعی از اصلی واقع در بخش ۱۲ قریه خریداری از مالک رسمی محرز گردیده است.: [554, 1053, 680, 1098]
section-heading: پلاک ۱۰۱ – اصلی مرادیان: [286, 70, 411, 81]
entry-text: رای شماره ۱۴۰۴۶۰۳۱۸۰۰۲۰۰۲۵۰۰۰ فرزند حسن نسبت به ششدانگ یک قطعه زمین زراعی به مساحت ۳۶۵۳/۰۰ متر مربع پلاک فرعی از اصلی مفروز و مجزی شده از پلاک فرعی از اصلی واقع در بخش ۱۲ قریه خریداری از مالک رسمی محرز گردیده است.: [286, 1097, 412, 1143]
section-heading: پلاک ۷۴ – اصلی قرینه خواجه ها: [555, 70, 680, 81]
entry-text: رای شماره ۱۴۰۴۶۰۳۱۸۰۰۲۰۰۲۵۰۰۰ فرزند حسن نسبت به ششدانگ یک قطعه زمین زراعی به مساحت ۳۶۵۳/۰۰ متر مربع پلاک فرعی از اصلی مفروز و مجزی شده از پلاک فرعی از اصلی واقع در بخش ۱۲ قریه خریداری از مالک رسمی محرز گردیده است.: [420, 997, 546, 1042]
entry-text: رای شماره ۱۴۰۴۶۰۳۱۸۰۰۲۰۰۲۵۰۰۰ فرزند حسن نسبت به ششدانگ یک قطعه زمین زراعی به مساحت ۳۶۵۳/۰۰ متر مربع پلاک فرعی از اصلی مفروز و مجزی شده از پلاک فرعی از اصلی واقع در بخش ۱۲ قریه خریداری از مالک رسمی محرز گردیده است.: [152, 449, 278, 495]
entry-text: رای شماره ۱۴۰۴۶۰۳۱۸۰۰۲۰۰۲۵۰۰۰ فرزند حسن نسبت به ششدانگ یک قطعه زمین زراعی به مساحت ۳۶۵۳/۰۰ متر مربع پلاک فرعی از اصلی مفروز و مجزی شده از پلاک فرعی از اصلی واقع در بخش ۱۲ قریه خریداری از مالک رسمی محرز گردیده است.: [286, 81, 412, 126]
notice-intro: برابر آراء هیئت موضوع قانون تعیین تکلیف وضعیت ثبتی اراضی و ساختمانهای فاقد سند رسمی مستقر در واحد ثبتی اسفراین، تصرفات مالکانه و بلامعارض متقاضیان محرز گردیده است. لذا مشخصات متقاضیان و املاک مورد تقاضا به شرح زیر به منظور اطلاع عموم در دو نوبت به فاصله ۱۵ روز در نوبت اول آگهی می شود.: [691, 102, 812, 182]
entry-text: رای شماره ۱۴۰۴۶۰۳۱۸۰۰۲۰۰۲۵۰۰۰ فرزند حسن نسبت به ششدانگ یک قطعه زمین زراعی به مساحت ۳۶۵۳/۰۰ متر مربع پلاک فرعی از اصلی مفروز و مجزی شده از پلاک فرعی از اصلی واقع در بخش ۱۲ قریه خریداری از مالک رسمی محرز گردیده است.: [17, 583, 144, 629]
section-heading: پلاک ۱۷۶ – اصلی دوستان: [420, 394, 545, 405]
entry-text: رای شماره ۱۴۰۴۶۰۳۱۸۰۰۲۰۰۲۵۰۰۰ فرزند حسن نسبت به ششدانگ یک قطعه زمین زراعی به مساحت ۳۶۵۳/۰۰ متر مربع پلاک فرعی از اصلی مفروز و مجزی شده از پلاک فرعی از اصلی واقع در بخش ۱۲ قریه خریداری از مالک رسمی محرز گردیده است.: [420, 1276, 546, 1321]
entry-text: رای شماره ۱۴۰۴۶۰۳۱۸۰۰۲۰۰۲۵۰۰۰ فرزند حسن نسبت به ششدانگ یک قطعه زمین زراعی به مساحت ۳۶۵۳/۰۰ متر مربع پلاک فرعی از اصلی مفروز و مجزی شده از پلاک فرعی از اصلی واقع در بخش ۱۲ قریه خریداری از مالک رسمی محرز گردیده است.: [688, 885, 815, 931]
entry-text: رای شماره ۱۴۰۴۶۰۳۱۸۰۰۲۰۰۲۵۰۰۰ فرزند حسن نسبت به ششدانگ یک قطعه زمین زراعی به مساحت ۳۶۵۳/۰۰ متر مربع پلاک فرعی از اصلی مفروز و مجزی شده از پلاک فرعی از اصلی واقع در بخش ۱۲ قریه خریداری از مالک رسمی محرز گردیده است.: [688, 1064, 815, 1109]
entry-text: رای شماره ۱۴۰۴۶۰۳۱۸۰۰۲۰۰۲۵۰۰۰ فرزند حسن نسبت به ششدانگ یک قطعه زمین زراعی به مساحت ۳۶۵۳/۰۰ متر مربع پلاک فرعی از اصلی مفروز و مجزی شده از پلاک فرعی از اصلی واقع در بخش ۱۲ قریه خریداری از مالک رسمی محرز گردیده است.: [420, 583, 546, 629]
entry-text: رای شماره ۱۴۰۴۶۰۳۱۸۰۰۲۰۰۲۵۰۰۰ فرزند حسن نسبت به ششدانگ یک قطعه زمین زراعی به مساحت ۳۶۵۳/۰۰ متر مربع پلاک فرعی از اصلی مفروز و مجزی شده از پلاک فرعی از اصلی واقع در بخش ۱۲ قریه خریداری از مالک رسمی محرز گردیده است.: [688, 282, 815, 327]
entry-text: رای شماره ۱۴۰۴۶۰۳۱۸۰۰۲۰۰۲۵۰۰۰ فرزند حسن نسبت به ششدانگ یک قطعه زمین زراعی به مساحت ۳۶۵۳/۰۰ متر مربع پلاک فرعی از اصلی مفروز و مجزی شده از پلاک فرعی از اصلی واقع در بخش ۱۲ قریه خریداری از مالک رسمی محرز گردیده است.: [286, 673, 412, 718]
entry-text: رای شماره ۱۴۰۴۶۰۳۱۸۰۰۲۰۰۲۵۰۰۰ فرزند حسن نسبت به ششدانگ یک قطعه زمین زراعی به مساحت ۳۶۵۳/۰۰ متر مربع پلاک فرعی از اصلی مفروز و مجزی شده از پلاک فرعی از اصلی واقع در بخش ۱۲ قریه خریداری از مالک رسمی محرز گردیده است.: [17, 863, 144, 908]
section-heading: پلاک ۴۱ – اصلی مرشدآباد: [152, 70, 277, 81]
section-heading: پلاک ۱۱۴ – اصلی اسفیدن: [18, 394, 143, 405]
notice-closing: لذا به منظور اطلاع عموم مراتب در دو نوبت به فاصله ۱۵ روز آگهی می شود در صورتی که اشخاص نسبت به صدور سند مالکیت متقاضیان اعتراضی داشته باشند می توانند از تاریخ انتشار اولین آگهی به مدت دو ماه اعتراض خود را به اداره ثبت اسناد و املاک محل تسلیم و پس از اخذ رسید ظرف مدت یک ماه از تاریخ تسلیم اعتراض دادخواست خود را به مرجع قضایی تقدیم نمایند.: [17, 1366, 144, 1433]
entry-text: رای شماره ۱۴۰۴۶۰۳۱۸۰۰۲۰۰۲۵۰۰۰ فرزند حسن نسبت به ششدانگ یک قطعه زمین زراعی به مساحت ۳۶۵۳/۰۰ متر مربع پلاک فرعی از اصلی مفروز و مجزی شده از پلاک فرعی از اصلی واقع در بخش ۱۲ قریه خریداری از مالک رسمی محرز گردیده است.: [688, 461, 815, 506]
entry-text: رای شماره ۱۴۰۴۶۰۳۱۸۰۰۲۰۰۲۵۰۰۰ فرزند حسن نسبت به ششدانگ یک قطعه زمین زراعی به مساحت ۳۶۵۳/۰۰ متر مربع پلاک فرعی از اصلی مفروز و مجزی شده از پلاک فرعی از اصلی واقع در بخش ۱۲ قریه خریداری از مالک رسمی محرز گردیده است.: [152, 494, 278, 539]
entry-text: رای شماره ۱۴۰۴۶۰۳۱۸۰۰۲۰۰۲۵۰۰۰ فرزند حسن نسبت به ششدانگ یک قطعه زمین زراعی به مساحت ۳۶۵۳/۰۰ متر مربع پلاک فرعی از اصلی مفروز و مجزی شده از پلاک فرعی از اصلی واقع در بخش ۱۲ قریه خریداری از مالک رسمی محرز گردیده است.: [554, 304, 680, 349]
entry-text: رای شماره ۱۴۰۴۶۰۳۱۸۰۰۲۰۰۲۵۰۰۰ فرزند حسن نسبت به ششدانگ یک قطعه زمین زراعی به مساحت ۳۶۵۳/۰۰ متر مربع پلاک فرعی از اصلی مفروز و مجزی شده از پلاک فرعی از اصلی واقع در بخش ۱۲ قریه خریداری از مالک رسمی محرز گردیده است.: [286, 1276, 412, 1321]
entry-text: رای شماره ۱۴۰۴۶۰۳۱۸۰۰۲۰۰۲۵۰۰۰ فرزند حسن نسبت به ششدانگ یک قطعه زمین زراعی به مساحت ۳۶۵۳/۰۰ متر مربع پلاک فرعی از اصلی مفروز و مجزی شده از پلاک فرعی از اصلی واقع در بخش ۱۲ قریه خریداری از مالک رسمی محرز گردیده است.: [152, 1276, 278, 1321]
section-heading: پلاک ۱۷۴ – اصلی برج: [18, 70, 143, 81]
entry-text: رای شماره ۱۴۰۴۶۰۳۱۸۰۰۲۰۰۲۵۰۰۰ فرزند حسن نسبت به ششدانگ یک قطعه زمین زراعی به مساحت ۳۶۵۳/۰۰ متر مربع پلاک فرعی از اصلی مفروز و مجزی شده از پلاک فرعی از اصلی واقع در بخش ۱۲ قریه خریداری از مالک رسمی محرز گردیده است.: [152, 1187, 278, 1232]
site-url[interactable]: WWW.QUDSONLINE.IR: [12, 24, 148, 38]
entry-text: رای شماره ۱۴۰۴۶۰۳۱۸۰۰۲۰۰۲۵۰۰۰ فرزند حسن نسبت به ششدانگ یک قطعه زمین زراعی به مساحت ۳۶۵۳/۰۰ متر مربع پلاک فرعی از اصلی مفروز و مجزی شده از پلاک فرعی از اصلی واقع در بخش ۱۲ قریه خریداری از مالک رسمی محرز گردیده است.: [420, 818, 546, 863]
entry-text: رای شماره ۱۴۰۴۶۰۳۱۸۰۰۲۰۰۲۵۰۰۰ فرزند حسن نسبت به ششدانگ یک قطعه زمین زراعی به مساحت ۳۶۵۳/۰۰ متر مربع پلاک فرعی از اصلی مفروز و مجزی شده از پلاک فرعی از اصلی واقع در بخش ۱۲ قریه خریداری از مالک رسمی محرز گردیده است.: [17, 673, 144, 718]
entry-text: رای شماره ۱۴۰۴۶۰۳۱۸۰۰۲۰۰۲۵۰۰۰ فرزند حسن نسبت به ششدانگ یک قطعه زمین زراعی به مساحت ۳۶۵۳/۰۰ متر مربع پلاک فرعی از اصلی مفروز و مجزی شده از پلاک فرعی از اصلی واقع در بخش ۱۲ قریه خریداری از مالک رسمی محرز گردیده است.: [17, 259, 144, 305]
entry-text: رای شماره ۱۴۰۴۶۰۳۱۸۰۰۲۰۰۲۵۰۰۰ فرزند حسن نسبت به ششدانگ یک قطعه زمین زراعی به مساحت ۳۶۵۳/۰۰ متر مربع پلاک فرعی از اصلی مفروز و مجزی شده از پلاک فرعی از اصلی واقع در بخش ۱۲ قریه خریداری از مالک رسمی محرز گردیده است.: [286, 583, 412, 629]
entry-text: رای شماره ۱۴۰۴۶۰۳۱۸۰۰۲۰۰۲۵۰۰۰ فرزند حسن نسبت به ششدانگ یک قطعه زمین زراعی به مساحت ۳۶۵۳/۰۰ متر مربع پلاک فرعی از اصلی مفروز و مجزی شده از پلاک فرعی از اصلی واقع در بخش ۱۲ قریه خریداری از مالک رسمی محرز گردیده است.: [420, 863, 546, 908]
column-4: [281, 70, 415, 1366]
entry-text: رای شماره ۱۴۰۴۶۰۳۱۸۰۰۲۰۰۲۵۰۰۰ فرزند حسن نسبت به ششدانگ یک قطعه زمین زراعی به مساحت ۳۶۵۳/۰۰ متر مربع پلاک فرعی از اصلی مفروز و مجزی شده از پلاک فرعی از اصلی واقع در بخش ۱۲ قریه خریداری از مالک رسمی محرز گردیده است.: [688, 1343, 815, 1389]
entry-text: رای شماره ۱۴۰۴۶۰۳۱۸۰۰۲۰۰۲۵۰۰۰ فرزند حسن نسبت به ششدانگ یک قطعه زمین زراعی به مساحت ۳۶۵۳/۰۰ متر مربع پلاک فرعی از اصلی مفروز و مجزی شده از پلاک فرعی از اصلی واقع در بخش ۱۲ قریه خریداری از مالک رسمی محرز گردیده است.: [420, 907, 546, 953]
entry-text: رای شماره ۱۴۰۴۶۰۳۱۸۰۰۲۰۰۲۵۰۰۰ فرزند حسن نسبت به ششدانگ یک قطعه زمین زراعی به مساحت ۳۶۵۳/۰۰ متر مربع پلاک فرعی از اصلی مفروز و مجزی شده از پلاک فرعی از اصلی واقع در بخش ۱۲ قریه خریداری از مالک رسمی محرز گردیده است.: [17, 170, 144, 215]
entry-text: رای شماره ۱۴۰۴۶۰۳۱۸۰۰۲۰۰۲۵۰۰۰ فرزند حسن نسبت به ششدانگ یک قطعه زمین زراعی به مساحت ۳۶۵۳/۰۰ متر مربع پلاک فرعی از اصلی مفروز و مجزی شده از پلاک فرعی از اصلی واقع در بخش ۱۲ قریه خریداری از مالک رسمی محرز گردیده است.: [420, 1053, 546, 1098]
entry-text: رای شماره ۱۴۰۴۶۰۳۱۸۰۰۲۰۰۲۵۰۰۰ فرزند حسن نسبت به ششدانگ یک قطعه زمین زراعی به مساحت ۳۶۵۳/۰۰ متر مربع پلاک فرعی از اصلی مفروز و مجزی شده از پلاک فرعی از اصلی واقع در بخش ۱۲ قریه خریداری از مالک رسمی محرز گردیده است.: [420, 125, 546, 170]
entry-text: رای شماره ۱۴۰۴۶۰۳۱۸۰۰۲۰۰۲۵۰۰۰ فرزند حسن نسبت به ششدانگ یک قطعه زمین زراعی به مساحت ۳۶۵۳/۰۰ متر مربع پلاک فرعی از اصلی مفروز و مجزی شده از پلاک فرعی از اصلی واقع در بخش ۱۲ قریه خریداری از مالک رسمی محرز گردیده است.: [17, 952, 144, 997]
entry-text: رای شماره ۱۴۰۴۶۰۳۱۸۰۰۲۰۰۲۵۰۰۰ فرزند حسن نسبت به ششدانگ یک قطعه زمین زراعی به مساحت ۳۶۵۳/۰۰ متر مربع پلاک فرعی از اصلی مفروز و مجزی شده از پلاک فرعی از اصلی واقع در بخش ۱۲ قریه خریداری از مالک رسمی محرز گردیده است.: [152, 1231, 278, 1277]
section-heading: پلاک ۱۴۳ – اصلی بید: [152, 1042, 277, 1053]
entry-text: رای شماره ۱۴۰۴۶۰۳۱۸۰۰۲۰۰۲۵۰۰۰ فرزند حسن نسبت به ششدانگ یک قطعه زمین زراعی به مساحت ۳۶۵۳/۰۰ متر مربع پلاک فرعی از اصلی مفروز و مجزی شده از پلاک فرعی از اصلی واقع در بخش ۱۲ قریه خریداری از مالک رسمی محرز گردیده است.: [688, 695, 815, 741]
entry-text: رای شماره ۱۴۰۴۶۰۳۱۸۰۰۲۰۰۲۵۰۰۰ فرزند حسن نسبت به ششدانگ یک قطعه زمین زراعی به مساحت ۳۶۵۳/۰۰ متر مربع پلاک فرعی از اصلی مفروز و مجزی شده از پلاک فرعی از اصلی واقع در بخش ۱۲ قریه خریداری از مالک رسمی محرز گردیده است.: [152, 952, 278, 997]
entry-text: رای شماره ۱۴۰۴۶۰۳۱۸۰۰۲۰۰۲۵۰۰۰ فرزند حسن نسبت به ششدانگ یک قطعه زمین زراعی به مساحت ۳۶۵۳/۰۰ متر مربع پلاک فرعی از اصلی مفروز و مجزی شده از پلاک فرعی از اصلی واقع در بخش ۱۲ قریه خریداری از مالک رسمی محرز گردیده است.: [554, 818, 680, 863]
entry-text: رای شماره ۱۴۰۴۶۰۳۱۸۰۰۲۰۰۲۵۰۰۰ فرزند حسن نسبت به ششدانگ یک قطعه زمین زراعی به مساحت ۳۶۵۳/۰۰ متر مربع پلاک فرعی از اصلی مفروز و مجزی شده از پلاک فرعی از اصلی واقع در بخش ۱۲ قریه خریداری از مالک رسمی محرز گردیده است.: [152, 349, 278, 394]
column-body: [689, 182, 814, 1478]
entry-text: رای شماره ۱۴۰۴۶۰۳۱۸۰۰۲۰۰۲۵۰۰۰ فرزند حسن نسبت به ششدانگ یک قطعه زمین زراعی به مساحت ۳۶۵۳/۰۰ متر مربع پلاک فرعی از اصلی مفروز و مجزی شده از پلاک فرعی از اصلی واقع در بخش ۱۲ قریه خریداری از مالک رسمی محرز گردیده است.: [152, 304, 278, 349]
entry-text: رای شماره ۱۴۰۴۶۰۳۱۸۰۰۲۰۰۲۵۰۰۰ فرزند حسن نسبت به ششدانگ یک قطعه زمین زراعی به مساحت ۳۶۵۳/۰۰ متر مربع پلاک فرعی از اصلی مفروز و مجزی شده از پلاک فرعی از اصلی واقع در بخش ۱۲ قریه خریداری از مالک رسمی محرز گردیده است.: [286, 259, 412, 305]
entry-text: رای شماره ۱۴۰۴۶۰۳۱۸۰۰۲۰۰۲۵۰۰۰ فرزند حسن نسبت به ششدانگ یک قطعه زمین زراعی به مساحت ۳۶۵۳/۰۰ متر مربع پلاک فرعی از اصلی مفروز و مجزی شده از پلاک فرعی از اصلی واقع در بخش ۱۲ قریه خریداری از مالک رسمی محرز گردیده است.: [688, 1165, 815, 1210]
section-heading: پلاک ۱۷۳ – اصلی کلاته حمیدیه: [286, 394, 411, 405]
entry-text: رای شماره ۱۴۰۴۶۰۳۱۸۰۰۲۰۰۲۵۰۰۰ فرزند حسن نسبت به ششدانگ یک قطعه زمین زراعی به مساحت ۳۶۵۳/۰۰ متر مربع پلاک فرعی از اصلی مفروز و مجزی شده از پلاک فرعی از اصلی واقع در بخش ۱۲ قریه خریداری از مالک رسمی محرز گردیده است.: [554, 673, 680, 718]
column-body: [152, 70, 277, 1366]
entry-text: رای شماره ۱۴۰۴۶۰۳۱۸۰۰۲۰۰۲۵۰۰۰ فرزند حسن نسبت به ششدانگ یک قطعه زمین زراعی به مساحت ۳۶۵۳/۰۰ متر مربع پلاک فرعی از اصلی مفروز و مجزی شده از پلاک فرعی از اصلی واقع در بخش ۱۲ قریه خریداری از مالک رسمی محرز گردیده است.: [554, 1142, 680, 1187]
entry-text: رای شماره ۱۴۰۴۶۰۳۱۸۰۰۲۰۰۲۵۰۰۰ فرزند حسن نسبت به ششدانگ یک قطعه زمین زراعی به مساحت ۳۶۵۳/۰۰ متر مربع پلاک فرعی از اصلی مفروز و مجزی شده از پلاک فرعی از اصلی واقع در بخش ۱۲ قریه خریداری از مالک رسمی محرز گردیده است.: [420, 215, 546, 260]
entry-text: رای شماره ۱۴۰۴۶۰۳۱۸۰۰۲۰۰۲۵۰۰۰ فرزند حسن نسبت به ششدانگ یک قطعه زمین زراعی به مساحت ۳۶۵۳/۰۰ متر مربع پلاک فرعی از اصلی مفروز و مجزی شده از پلاک فرعی از اصلی واقع در بخش ۱۲ قریه خریداری از مالک رسمی محرز گردیده است.: [554, 449, 680, 495]
entry-text: رای شماره ۱۴۰۴۶۰۳۱۸۰۰۲۰۰۲۵۰۰۰ فرزند حسن نسبت به ششدانگ یک قطعه زمین زراعی به مساحت ۳۶۵۳/۰۰ متر مربع پلاک فرعی از اصلی مفروز و مجزی شده از پلاک فرعی از اصلی واقع در بخش ۱۲ قریه خریداری از مالک رسمی محرز گردیده است.: [17, 304, 144, 349]
column-body: [420, 70, 545, 1366]
entry-text: رای شماره ۱۴۰۴۶۰۳۱۸۰۰۲۰۰۲۵۰۰۰ فرزند حسن نسبت به ششدانگ یک قطعه زمین زراعی به مساحت ۳۶۵۳/۰۰ متر مربع پلاک فرعی از اصلی مفروز و مجزی شده از پلاک فرعی از اصلی واقع در بخش ۱۲ قریه خریداری از مالک رسمی محرز گردیده است.: [286, 907, 412, 953]
entry-text: رای شماره ۱۴۰۴۶۰۳۱۸۰۰۲۰۰۲۵۰۰۰ فرزند حسن نسبت به ششدانگ یک قطعه زمین زراعی به مساحت ۳۶۵۳/۰۰ متر مربع پلاک فرعی از اصلی مفروز و مجزی شده از پلاک فرعی از اصلی واقع در بخش ۱۲ قریه خریداری از مالک رسمی محرز گردیده است.: [17, 773, 144, 819]
entry-text: رای شماره ۱۴۰۴۶۰۳۱۸۰۰۲۰۰۲۵۰۰۰ فرزند حسن نسبت به ششدانگ یک قطعه زمین زراعی به مساحت ۳۶۵۳/۰۰ متر مربع پلاک فرعی از اصلی مفروز و مجزی شده از پلاک فرعی از اصلی واقع در بخش ۱۲ قریه خریداری از مالک رسمی محرز گردیده است.: [286, 1142, 412, 1187]
entry-text: رای شماره ۱۴۰۴۶۰۳۱۸۰۰۲۰۰۲۵۰۰۰ فرزند حسن نسبت به ششدانگ یک قطعه زمین زراعی به مساحت ۳۶۵۳/۰۰ متر مربع پلاک فرعی از اصلی مفروز و مجزی شده از پلاک فرعی از اصلی واقع در بخش ۱۲ قریه خریداری از مالک رسمی محرز گردیده است.: [17, 907, 144, 953]
entry-text: رای شماره ۱۴۰۴۶۰۳۱۸۰۰۲۰۰۲۵۰۰۰ فرزند حسن نسبت به ششدانگ یک قطعه زمین زراعی به مساحت ۳۶۵۳/۰۰ متر مربع پلاک فرعی از اصلی مفروز و مجزی شده از پلاک فرعی از اصلی واقع در بخش ۱۲ قریه خریداری از مالک رسمی محرز گردیده است.: [554, 1097, 680, 1143]
entry-text: رای شماره ۱۴۰۴۶۰۳۱۸۰۰۲۰۰۲۵۰۰۰ فرزند حسن نسبت به ششدانگ یک قطعه زمین زراعی به مساحت ۳۶۵۳/۰۰ متر مربع پلاک فرعی از اصلی مفروز و مجزی شده از پلاک فرعی از اصلی واقع در بخش ۱۲ قریه خریداری از مالک رسمی محرز گردیده است.: [17, 1097, 144, 1143]
entry-text: رای شماره ۱۴۰۴۶۰۳۱۸۰۰۲۰۰۲۵۰۰۰ فرزند حسن نسبت به ششدانگ یک قطعه زمین زراعی به مساحت ۳۶۵۳/۰۰ متر مربع پلاک فرعی از اصلی مفروز و مجزی شده از پلاک فرعی از اصلی واقع در بخش ۱۲ قریه خریداری از مالک رسمی محرز گردیده است.: [554, 863, 680, 908]
section-heading: پلاک ۷۷ – اصلی جوشقان: [555, 394, 680, 405]
section-heading: پلاک ۱۲۱ – اصلی کلاته نیشابوری: [555, 1042, 680, 1053]
entry-text: رای شماره ۱۴۰۴۶۰۳۱۸۰۰۲۰۰۲۵۰۰۰ فرزند حسن نسبت به ششدانگ یک قطعه زمین زراعی به مساحت ۳۶۵۳/۰۰ متر مربع پلاک فرعی از اصلی مفروز و مجزی شده از پلاک فرعی از اصلی واقع در بخش ۱۲ قریه خریداری از مالک رسمی محرز گردیده است.: [286, 1053, 412, 1098]
entry-text: رای شماره ۱۴۰۴۶۰۳۱۸۰۰۲۰۰۲۵۰۰۰ فرزند حسن نسبت به ششدانگ یک قطعه زمین زراعی به مساحت ۳۶۵۳/۰۰ متر مربع پلاک فرعی از اصلی مفروز و مجزی شده از پلاک فرعی از اصلی واقع در بخش ۱۲ قریه خریداری از مالک رسمی محرز گردیده است.: [152, 539, 278, 584]
entry-text: رای شماره ۱۴۰۴۶۰۳۱۸۰۰۲۰۰۲۵۰۰۰ فرزند حسن نسبت به ششدانگ یک قطعه زمین زراعی به مساحت ۳۶۵۳/۰۰ متر مربع پلاک فرعی از اصلی مفروز و مجزی شده از پلاک فرعی از اصلی واقع در بخش ۱۲ قریه خریداری از مالک رسمی محرز گردیده است.: [688, 1388, 815, 1433]
entry-text: رای شماره ۱۴۰۴۶۰۳۱۸۰۰۲۰۰۲۵۰۰۰ فرزند حسن نسبت به ششدانگ یک قطعه زمین زراعی به مساحت ۳۶۵۳/۰۰ متر مربع پلاک فرعی از اصلی مفروز و مجزی شده از پلاک فرعی از اصلی واقع در بخش ۱۲ قریه خریداری از مالک رسمی محرز گردیده است.: [688, 606, 815, 651]
entry-text: رای شماره ۱۴۰۴۶۰۳۱۸۰۰۲۰۰۲۵۰۰۰ فرزند حسن نسبت به ششدانگ یک قطعه زمین زراعی به مساحت ۳۶۵۳/۰۰ متر مربع پلاک فرعی از اصلی مفروز و مجزی شده از پلاک فرعی از اصلی واقع در بخش ۱۲ قریه خریداری از مالک رسمی محرز گردیده است.: [17, 349, 144, 394]
entry-text: رای شماره ۱۴۰۴۶۰۳۱۸۰۰۲۰۰۲۵۰۰۰ فرزند حسن نسبت به ششدانگ یک قطعه زمین زراعی به مساحت ۳۶۵۳/۰۰ متر مربع پلاک فرعی از اصلی مفروز و مجزی شده از پلاک فرعی از اصلی واقع در بخش ۱۲ قریه خریداری از مالک رسمی محرز گردیده است.: [17, 1231, 144, 1277]
section-heading: پلاک ۱۴۰ – اصلی روئین آباد: [420, 70, 545, 81]
entry-text: رای شماره ۱۴۰۴۶۰۳۱۸۰۰۲۰۰۲۵۰۰۰ فرزند حسن نسبت به ششدانگ یک قطعه زمین زراعی به مساحت ۳۶۵۳/۰۰ متر مربع پلاک فرعی از اصلی مفروز و مجزی شده از پلاک فرعی از اصلی واقع در بخش ۱۲ قریه خریداری از مالک رسمی محرز گردیده است.: [17, 1276, 144, 1321]
notice-signature: رئیس اداره ثبت اسناد و املاک اسفراین: [18, 1447, 143, 1456]
entry-text: رای شماره ۱۴۰۴۶۰۳۱۸۰۰۲۰۰۲۵۰۰۰ فرزند حسن نسبت به ششدانگ یک قطعه زمین زراعی به مساحت ۳۶۵۳/۰۰ متر مربع پلاک فرعی از اصلی مفروز و مجزی شده از پلاک فرعی از اصلی واقع در بخش ۱۲ قریه خریداری از مالک رسمی محرز گردیده است.: [554, 1231, 680, 1277]
entry-text: رای شماره ۱۴۰۴۶۰۳۱۸۰۰۲۰۰۲۵۰۰۰ فرزند حسن نسبت به ششدانگ یک قطعه زمین زراعی به مساحت ۳۶۵۳/۰۰ متر مربع پلاک فرعی از اصلی مفروز و مجزی شده از پلاک فرعی از اصلی واقع در بخش ۱۲ قریه خریداری از مالک رسمی محرز گردیده است.: [152, 583, 278, 629]
entry-text: رای شماره ۱۴۰۴۶۰۳۱۸۰۰۲۰۰۲۵۰۰۰ فرزند حسن نسبت به ششدانگ یک قطعه زمین زراعی به مساحت ۳۶۵۳/۰۰ متر مربع پلاک فرعی از اصلی مفروز و مجزی شده از پلاک فرعی از اصلی واقع در بخش ۱۲ قریه خریداری از مالک رسمی محرز گردیده است.: [420, 170, 546, 215]
page-number: ۶: [806, 12, 825, 47]
entry-text: رای شماره ۱۴۰۴۶۰۳۱۸۰۰۲۰۰۲۵۰۰۰ فرزند حسن نسبت به ششدانگ یک قطعه زمین زراعی به مساحت ۳۶۵۳/۰۰ متر مربع پلاک فرعی از اصلی مفروز و مجزی شده از پلاک فرعی از اصلی واقع در بخش ۱۲ قریه خریداری از مالک رسمی محرز گردیده است.: [688, 193, 815, 238]
entry-text: رای شماره ۱۴۰۴۶۰۳۱۸۰۰۲۰۰۲۵۰۰۰ فرزند حسن نسبت به ششدانگ یک قطعه زمین زراعی به مساحت ۳۶۵۳/۰۰ متر مربع پلاک فرعی از اصلی مفروز و مجزی شده از پلاک فرعی از اصلی واقع در بخش ۱۲ قریه خریداری از مالک رسمی محرز گردیده است.: [152, 259, 278, 305]
entry-text: رای شماره ۱۴۰۴۶۰۳۱۸۰۰۲۰۰۲۵۰۰۰ فرزند حسن نسبت به ششدانگ یک قطعه زمین زراعی به مساحت ۳۶۵۳/۰۰ متر مربع پلاک فرعی از اصلی مفروز و مجزی شده از پلاک فرعی از اصلی واقع در بخش ۱۲ قریه خریداری از مالک رسمی محرز گردیده است.: [554, 215, 680, 260]
entry-text: رای شماره ۱۴۰۴۶۰۳۱۸۰۰۲۰۰۲۵۰۰۰ فرزند حسن نسبت به ششدانگ یک قطعه زمین زراعی به مساحت ۳۶۵۳/۰۰ متر مربع پلاک فرعی از اصلی مفروز و مجزی شده از پلاک فرعی از اصلی واقع در بخش ۱۲ قریه خریداری از مالک رسمی محرز گردیده است.: [554, 583, 680, 629]
entry-text: رای شماره ۱۴۰۴۶۰۳۱۸۰۰۲۰۰۲۵۰۰۰ فرزند حسن نسبت به ششدانگ یک قطعه زمین زراعی به مساحت ۳۶۵۳/۰۰ متر مربع پلاک فرعی از اصلی مفروز و مجزی شده از پلاک فرعی از اصلی واقع در بخش ۱۲ قریه خریداری از مالک رسمی محرز گردیده است.: [286, 215, 412, 260]
entry-text: رای شماره ۱۴۰۴۶۰۳۱۸۰۰۲۰۰۲۵۰۰۰ فرزند حسن نسبت به ششدانگ یک قطعه زمین زراعی به مساحت ۳۶۵۳/۰۰ متر مربع پلاک فرعی از اصلی مفروز و مجزی شده از پلاک فرعی از اصلی واقع در بخش ۱۲ قریه خریداری از مالک رسمی محرز گردیده است.: [152, 907, 278, 953]
entry-text: رای شماره ۱۴۰۴۶۰۳۱۸۰۰۲۰۰۲۵۰۰۰ فرزند حسن نسبت به ششدانگ یک قطعه زمین زراعی به مساحت ۳۶۵۳/۰۰ متر مربع پلاک فرعی از اصلی مفروز و مجزی شده از پلاک فرعی از اصلی واقع در بخش ۱۲ قریه خریداری از مالک رسمی محرز گردیده است.: [152, 673, 278, 718]
entry-text: رای شماره ۱۴۰۴۶۰۳۱۸۰۰۲۰۰۲۵۰۰۰ فرزند حسن نسبت به ششدانگ یک قطعه زمین زراعی به مساحت ۳۶۵۳/۰۰ متر مربع پلاک فرعی از اصلی مفروز و مجزی شده از پلاک فرعی از اصلی واقع در بخش ۱۲ قریه خریداری از مالک رسمی محرز گردیده است.: [688, 517, 815, 562]
entry-text: رای شماره ۱۴۰۴۶۰۳۱۸۰۰۲۰۰۲۵۰۰۰ فرزند حسن نسبت به ششدانگ یک قطعه زمین زراعی به مساحت ۳۶۵۳/۰۰ متر مربع پلاک فرعی از اصلی مفروز و مجزی شده از پلاک فرعی از اصلی واقع در بخش ۱۲ قریه خریداری از مالک رسمی محرز گردیده است.: [152, 773, 278, 819]
section-heading: پلاک ۱۱۲ – اصلی معصوم آباد: [152, 394, 277, 405]
